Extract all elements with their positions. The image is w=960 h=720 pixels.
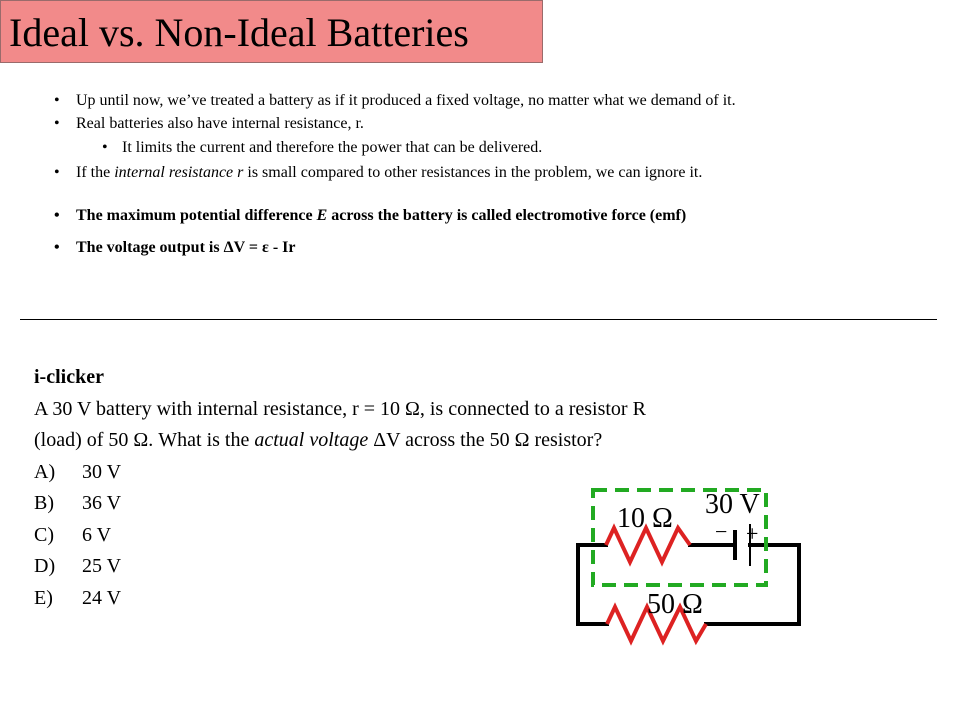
bullet-voltage-output: • The voltage output is ΔV = ε - Ir	[48, 235, 928, 260]
bullet-internal-resistance: • Real batteries also have internal resistance, r.	[48, 111, 928, 136]
answer-option-b: B) 36 V	[34, 492, 122, 514]
answer-option-e: E) 24 V	[34, 586, 122, 609]
answer-option-a: A) 30 V	[34, 460, 122, 483]
answer-option-d: D) 25 V	[34, 555, 122, 577]
sub-bullet-limits-current: • It limits the current and therefore the power that can be delivered.	[48, 136, 928, 160]
question-line-2: (load) of 50 Ω. What is the actual voltage ΔV across the 50 Ω resistor?	[34, 429, 603, 451]
internal-resistor-label: 10 Ω	[617, 503, 673, 534]
battery-voltage-label: 30 V	[705, 489, 760, 520]
bullet-fixed-voltage: • Up until now, we’ve treated a battery as if it produced a fixed voltage, no matter what we demand of it.	[48, 88, 928, 113]
question-line-1: A 30 V battery with internal resistance, r = 10 Ω, is connected to a resistor R	[34, 397, 646, 420]
answer-option-c: C) 6 V	[34, 523, 112, 546]
slide-title: Ideal vs. Non-Ideal Batteries	[9, 10, 469, 55]
battery-plus-sign: +	[746, 521, 759, 546]
battery-minus-sign: −	[715, 519, 728, 544]
bullet-ignore-small-r: • If the internal resistance r is small compared to other resistances in the problem, we can ignore it.	[48, 160, 928, 185]
clicker-heading: i-clicker	[34, 366, 104, 388]
bullet-emf-definition: • The maximum potential difference E across the battery is called electromotive force (emf)	[48, 203, 928, 228]
load-resistor-label: 50 Ω	[647, 589, 703, 620]
